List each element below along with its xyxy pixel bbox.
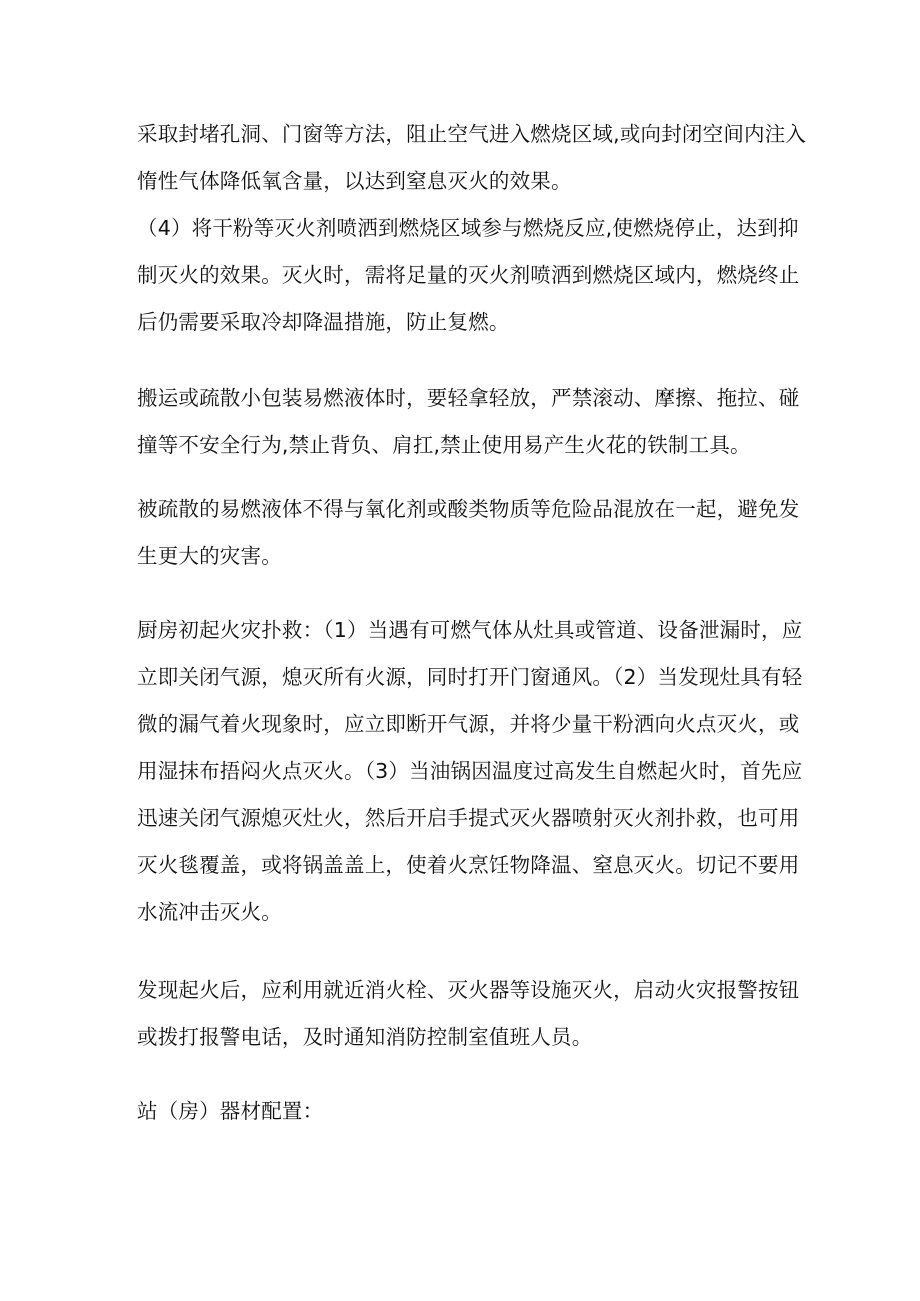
text-line: （4）将干粉等灭火剂喷洒到燃烧区域参与燃烧反应,使燃烧停止，达到抑: [137, 216, 799, 240]
text-line: 水流冲击灭火。: [137, 900, 282, 924]
text-line: 撞等不安全行为,禁止背负、肩扛,禁止使用易产生火花的铁制工具。: [137, 433, 751, 457]
text-line: 生更大的灾害。: [137, 544, 282, 568]
paragraph-fire-alarm-procedure: [137, 972, 800, 1055]
paragraph-flammable-liquid-storage: [137, 491, 800, 574]
text-line: 搬运或疏散小包装易燃液体时，要轻拿轻放，严禁滚动、摩擦、拖拉、碰: [137, 386, 800, 410]
paragraph-equipment-configuration: [137, 1093, 787, 1129]
text-line: 发现起火后，应利用就近消火栓、灭火器等设施灭火，启动火灾报警按钮: [137, 978, 800, 1002]
text-line: 立即关闭气源，熄灭所有火源，同时打开门窗通风。（2）当发现灶具有轻: [137, 665, 803, 689]
text-line: 厨房初起火灾扑救：（1）当遇有可燃气体从灶具或管道、设备泄漏时，应: [137, 618, 803, 642]
text-line: 灭火毯覆盖，或将锅盖盖上，使着火烹饪物降温、窒息灭火。切记不要用: [137, 853, 800, 877]
paragraph-suffocation-extinguishing: [137, 116, 807, 340]
text-line: 制灭火的效果。灭火时，需将足量的灭火剂喷洒到燃烧区域内，燃烧终止: [137, 263, 800, 287]
text-line: 采取封堵孔洞、门窗等方法，阻止空气进入燃烧区域,或向封闭空间内注入: [137, 122, 807, 146]
text-line: 后仍需要采取冷却降温措施，防止复燃。: [137, 310, 510, 334]
text-line: 被疏散的易燃液体不得与氧化剂或酸类物质等危险品混放在一起，避免发: [137, 497, 800, 521]
text-line: 用湿抹布捂闷火点灭火。（3）当油锅因温度过高发生自燃起火时，首先应: [137, 759, 803, 783]
paragraph-kitchen-fire-response: [137, 612, 803, 930]
text-line: 微的漏气着火现象时，应立即断开气源，并将少量干粉洒向火点灭火，或: [137, 712, 800, 736]
text-line: 惰性气体降低氧含量，以达到窒息灭火的效果。: [137, 169, 572, 193]
text-line: 站（房）器材配置：: [137, 1099, 324, 1123]
text-line: 或拨打报警电话，及时通知消防控制室值班人员。: [137, 1025, 593, 1049]
paragraph-flammable-liquid-handling: [137, 380, 800, 463]
text-line: 迅速关闭气源熄灭灶火，然后开启手提式灭火器喷射灭火剂扑救，也可用: [137, 806, 800, 830]
